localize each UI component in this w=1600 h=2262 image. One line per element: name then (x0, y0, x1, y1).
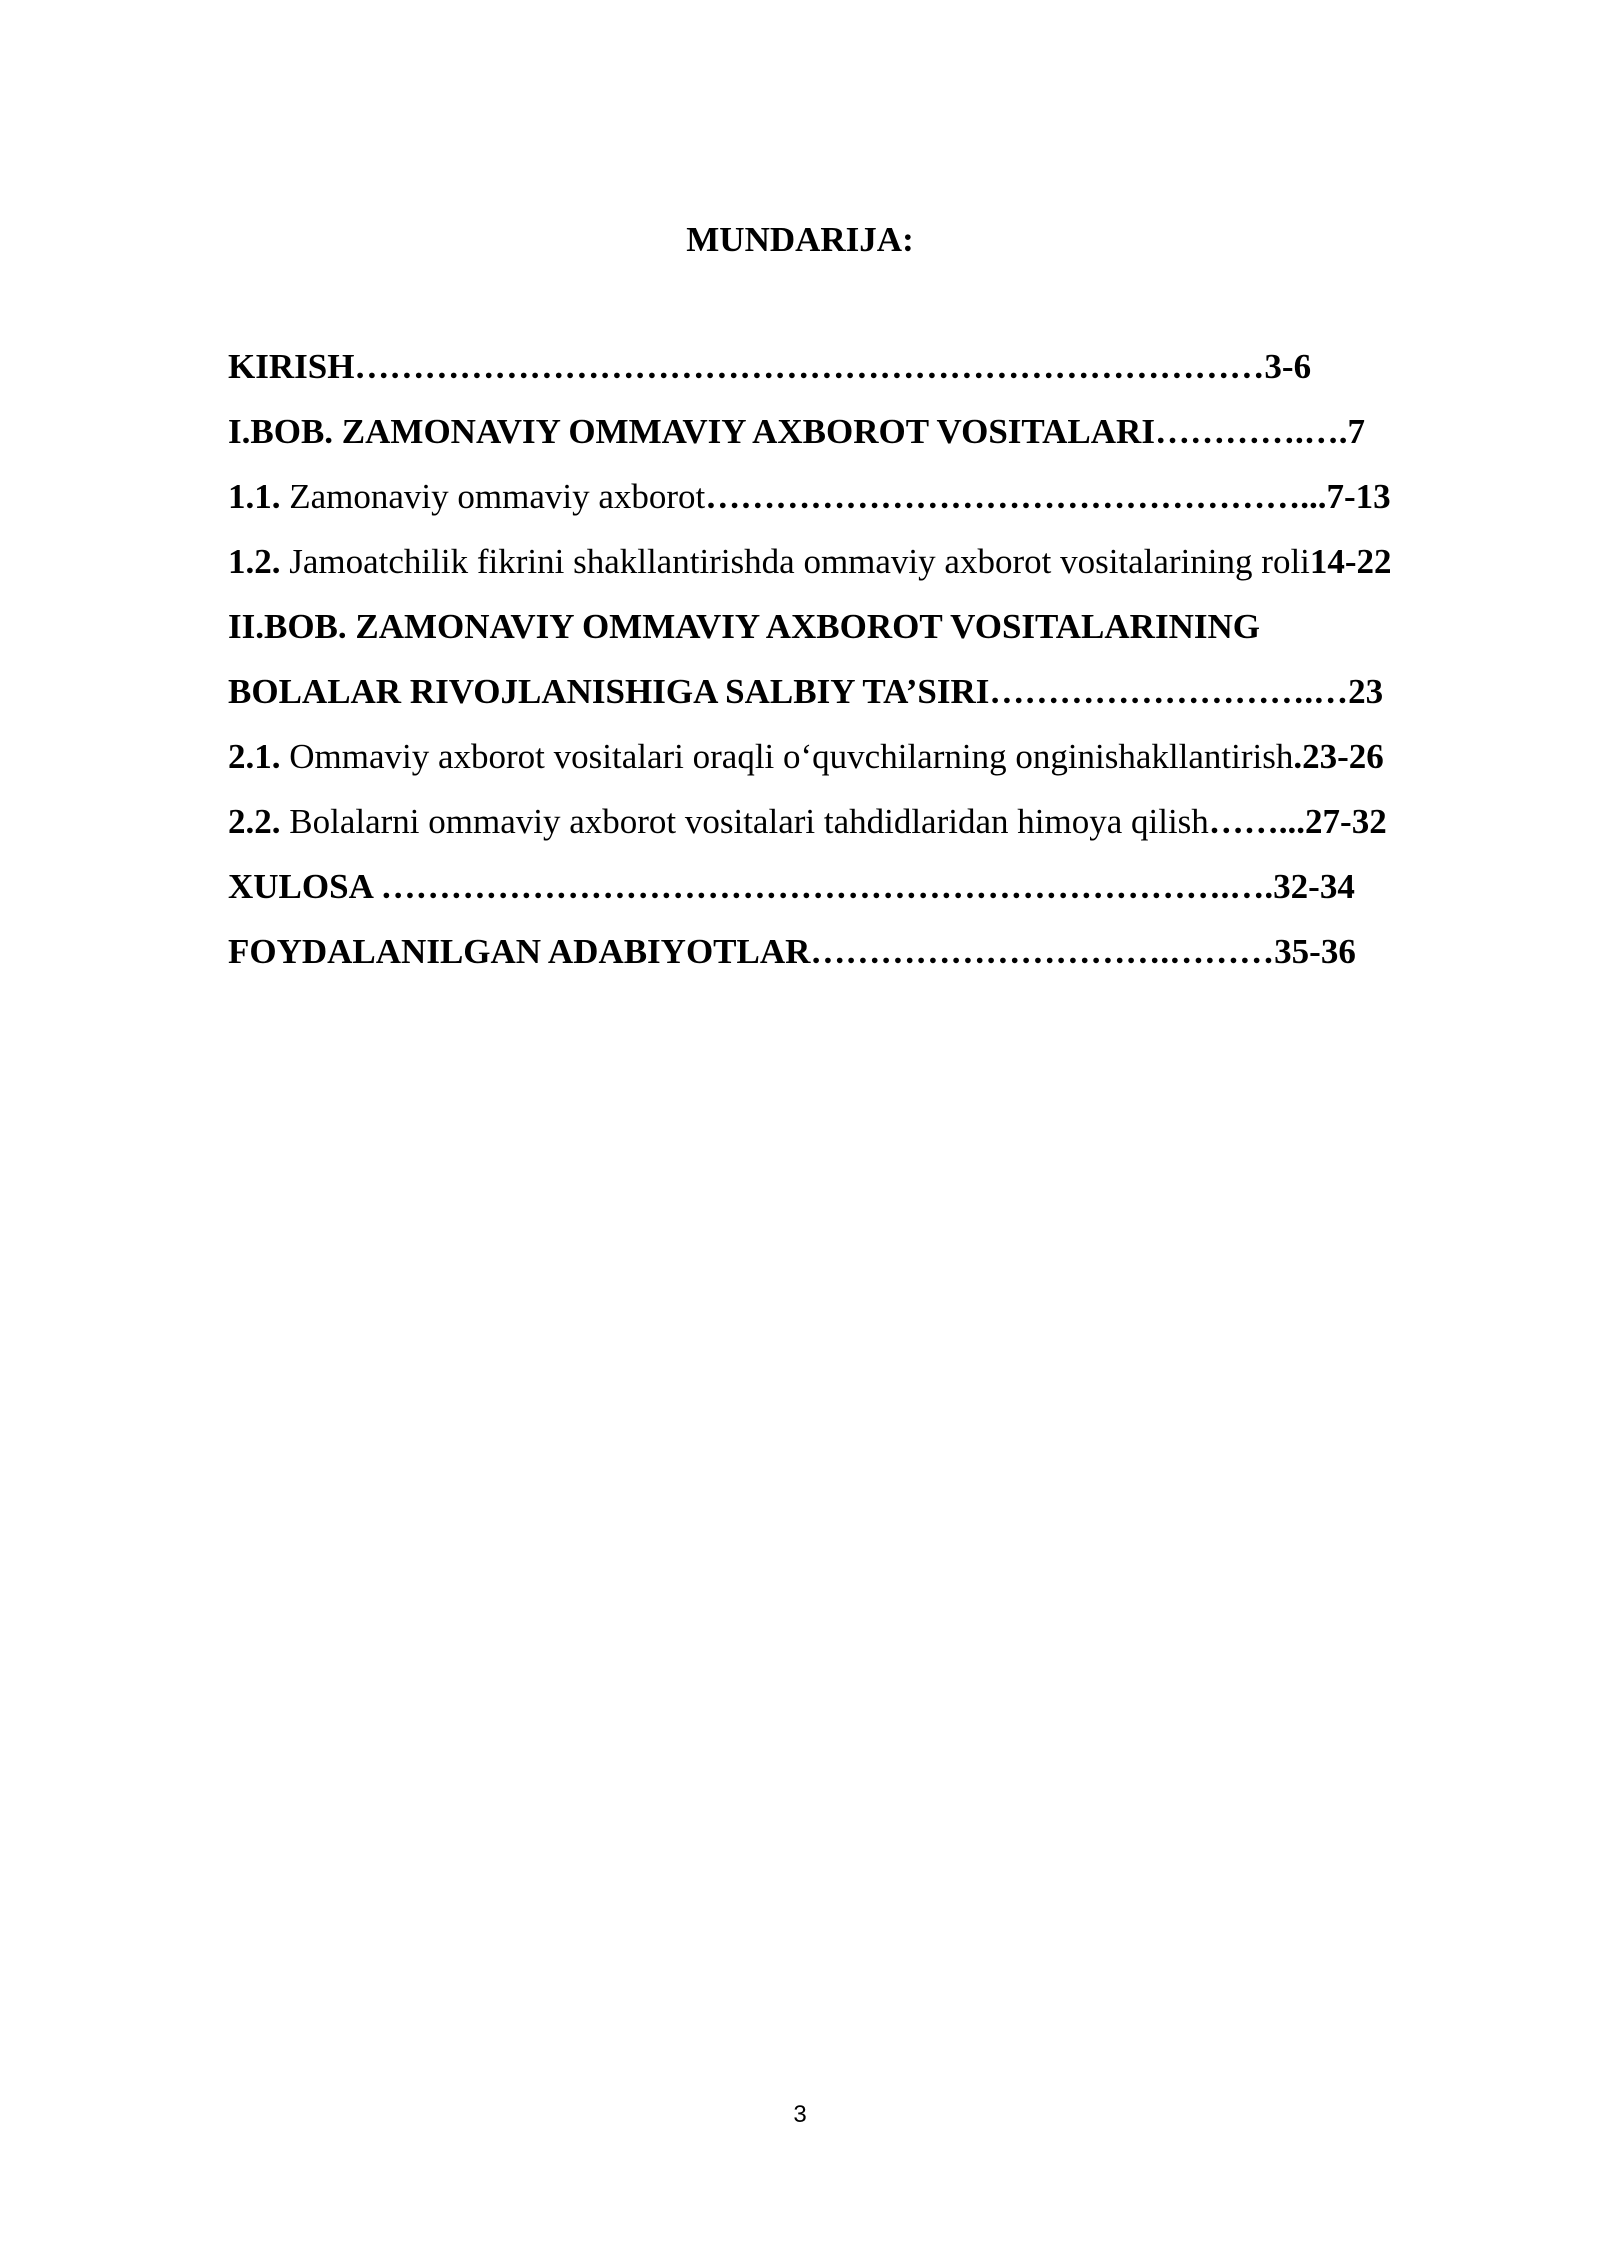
toc-entry-chapter-2-line-2 (228, 670, 1488, 735)
toc-entry-kirish (228, 345, 1488, 410)
toc-section-pages: ……...27-32 (1208, 802, 1387, 841)
toc-section-pages: ……………………………………………...7-13 (705, 477, 1391, 516)
toc-section-title: Bolalarni ommaviy axborot vositalari tahdidlaridan himoya qilish (280, 802, 1209, 841)
toc-entry-references (228, 930, 1488, 995)
table-of-contents (228, 345, 1488, 995)
toc-entry-xulosa (228, 865, 1488, 930)
toc-section-title: Ommaviy axborot vositalari oraqli o‘quvchilarning onginishakllantirish (280, 737, 1294, 776)
toc-entry-text: II.BOB. ZAMONAVIY OMMAVIY AXBOROT VOSITALARINING (228, 607, 1260, 646)
toc-section-pages: 14-22 (1309, 542, 1392, 581)
page-number: 3 (793, 2101, 807, 2128)
toc-section-title: Jamoatchilik fikrini shakllantirishda ommaviy axborot vositalarining roli (280, 542, 1310, 581)
toc-section-number: 2.2. (228, 802, 281, 841)
toc-section-number: 1.1. (228, 477, 281, 516)
toc-section-pages: .23-26 (1293, 737, 1384, 776)
toc-entry-text: FOYDALANILGAN ADABIYOTLAR………………………….………35-36 (228, 932, 1356, 971)
toc-entry-section-2-2 (228, 800, 1488, 865)
toc-section-title: Zamonaviy ommaviy axborot (280, 477, 706, 516)
toc-entry-text: I.BOB. ZAMONAVIY OMMAVIY AXBOROT VOSITALARI………….….7 (228, 412, 1365, 451)
toc-section-number: 1.2. (228, 542, 281, 581)
toc-entry-section-2-1 (228, 735, 1488, 800)
toc-entry-text: BOLALAR RIVOJLANISHIGA SALBIY TA’SIRI……………………….…23 (228, 672, 1384, 711)
toc-entry-text: KIRISH……………………………………………………………………3-6 (228, 347, 1312, 386)
toc-title: MUNDARIJA: (686, 220, 914, 259)
toc-entry-text: XULOSA ……………………………………………………………….….32-34 (228, 867, 1355, 906)
toc-entry-section-1-2 (228, 540, 1488, 605)
toc-section-number: 2.1. (228, 737, 281, 776)
toc-entry-chapter-1 (228, 410, 1488, 475)
toc-entry-chapter-2-line-1 (228, 605, 1488, 670)
toc-entry-section-1-1 (228, 475, 1488, 540)
